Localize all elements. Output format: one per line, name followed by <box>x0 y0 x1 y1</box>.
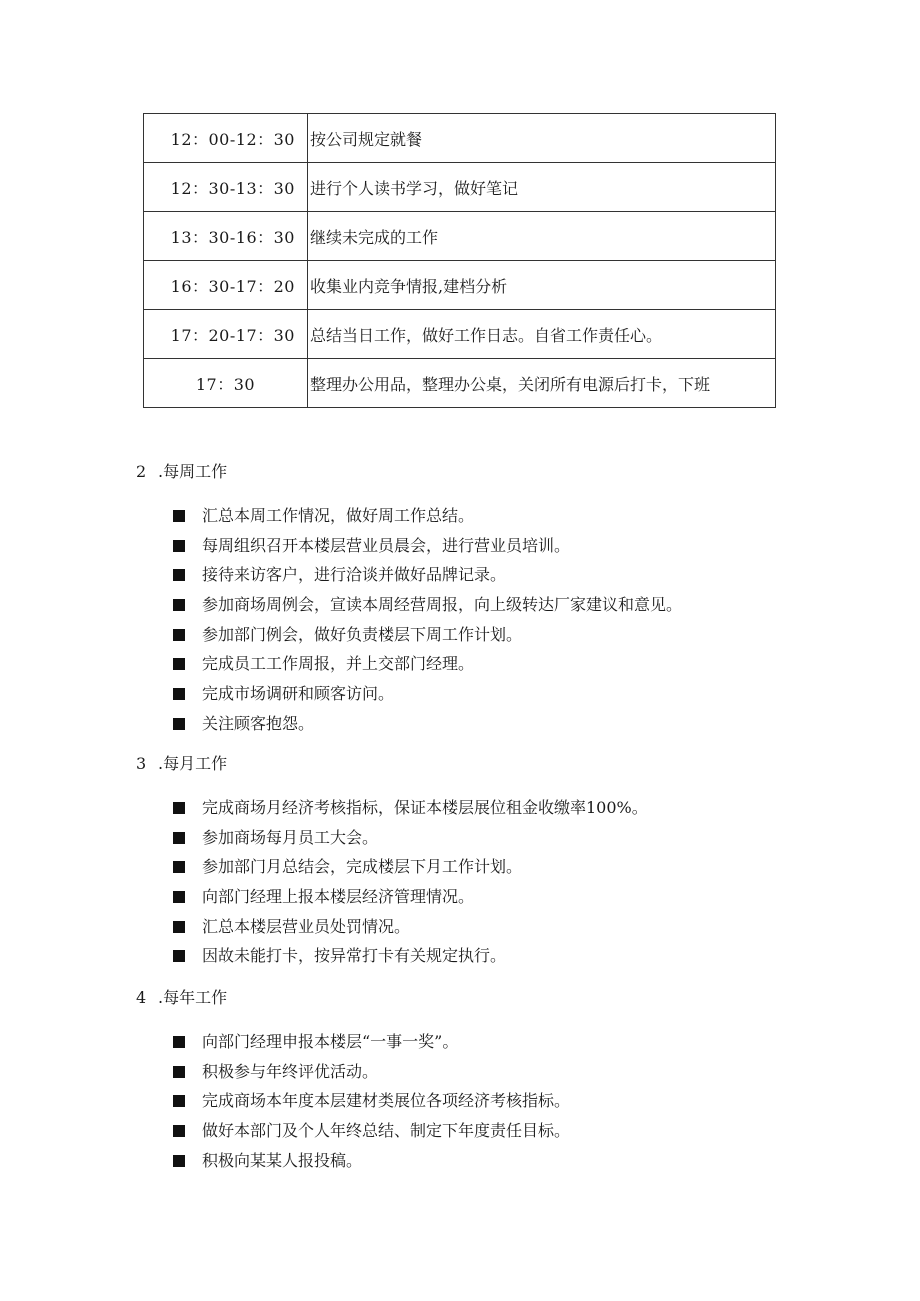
list-item: 接待来访客户，进行洽谈并做好品牌记录。 <box>136 560 816 590</box>
square-bullet-icon <box>173 599 185 611</box>
square-bullet-icon <box>173 1036 185 1048</box>
section-number: 2 <box>136 462 147 481</box>
list-item: 每周组织召开本楼层营业员晨会，进行营业员培训。 <box>136 531 816 561</box>
monthly-list <box>136 793 816 971</box>
time-cell: 17：20-17：30 <box>144 310 308 359</box>
table-row <box>144 163 776 212</box>
section-title: .每月工作 <box>158 754 228 773</box>
time-cell: 17：30 <box>144 359 308 408</box>
list-item: 向部门经理申报本楼层“一事一奖”。 <box>136 1027 816 1057</box>
time-cell: 12：00-12：30 <box>144 114 308 163</box>
list-item: 向部门经理上报本楼层经济管理情况。 <box>136 882 816 912</box>
list-item: 积极向某某人报投稿。 <box>136 1146 816 1176</box>
square-bullet-icon <box>173 832 185 844</box>
square-bullet-icon <box>173 861 185 873</box>
list-item: 参加商场每月员工大会。 <box>136 823 816 853</box>
task-cell: 继续未完成的工作 <box>308 212 776 261</box>
square-bullet-icon <box>173 569 185 581</box>
table-row <box>144 359 776 408</box>
section-heading <box>136 986 816 1010</box>
time-cell: 16：30-17：20 <box>144 261 308 310</box>
weekly-list <box>136 501 816 739</box>
list-item: 因故未能打卡，按异常打卡有关规定执行。 <box>136 941 816 971</box>
daily-schedule-table <box>143 113 776 408</box>
square-bullet-icon <box>173 1125 185 1137</box>
list-item: 完成员工工作周报，并上交部门经理。 <box>136 649 816 679</box>
list-item: 参加商场周例会，宣读本周经营周报，向上级转达厂家建议和意见。 <box>136 590 816 620</box>
square-bullet-icon <box>173 718 185 730</box>
list-item: 汇总本楼层营业员处罚情况。 <box>136 912 816 942</box>
table-row <box>144 261 776 310</box>
section-number: 3 <box>136 754 147 773</box>
square-bullet-icon <box>173 1066 185 1078</box>
list-item: 完成商场本年度本层建材类展位各项经济考核指标。 <box>136 1086 816 1116</box>
square-bullet-icon <box>173 802 185 814</box>
task-cell: 进行个人读书学习，做好笔记 <box>308 163 776 212</box>
monthly-section <box>136 752 816 971</box>
section-heading <box>136 460 816 484</box>
list-item: 完成商场月经济考核指标，保证本楼层展位租金收缴率100%。 <box>136 793 816 823</box>
list-item: 关注顾客抱怨。 <box>136 709 816 739</box>
weekly-section <box>136 460 816 739</box>
square-bullet-icon <box>173 540 185 552</box>
square-bullet-icon <box>173 950 185 962</box>
section-title: .每年工作 <box>158 988 228 1007</box>
list-item: 汇总本周工作情况，做好周工作总结。 <box>136 501 816 531</box>
yearly-list <box>136 1027 816 1175</box>
table-row <box>144 114 776 163</box>
list-item: 积极参与年终评优活动。 <box>136 1057 816 1087</box>
square-bullet-icon <box>173 510 185 522</box>
list-item: 参加部门月总结会，完成楼层下月工作计划。 <box>136 852 816 882</box>
task-cell: 收集业内竞争情报,建档分析 <box>308 261 776 310</box>
table-row <box>144 212 776 261</box>
section-title: .每周工作 <box>158 462 228 481</box>
section-number: 4 <box>136 988 147 1007</box>
square-bullet-icon <box>173 629 185 641</box>
task-cell: 总结当日工作，做好工作日志。自省工作责任心。 <box>308 310 776 359</box>
time-cell: 12：30-13：30 <box>144 163 308 212</box>
section-heading <box>136 752 816 776</box>
list-item: 做好本部门及个人年终总结、制定下年度责任目标。 <box>136 1116 816 1146</box>
yearly-section <box>136 986 816 1175</box>
task-cell: 按公司规定就餐 <box>308 114 776 163</box>
list-item: 参加部门例会，做好负责楼层下周工作计划。 <box>136 620 816 650</box>
square-bullet-icon <box>173 688 185 700</box>
square-bullet-icon <box>173 891 185 903</box>
square-bullet-icon <box>173 1155 185 1167</box>
square-bullet-icon <box>173 658 185 670</box>
time-cell: 13：30-16：30 <box>144 212 308 261</box>
square-bullet-icon <box>173 1095 185 1107</box>
list-item: 完成市场调研和顾客访问。 <box>136 679 816 709</box>
square-bullet-icon <box>173 921 185 933</box>
table-row <box>144 310 776 359</box>
task-cell: 整理办公用品，整理办公桌，关闭所有电源后打卡，下班 <box>308 359 776 408</box>
